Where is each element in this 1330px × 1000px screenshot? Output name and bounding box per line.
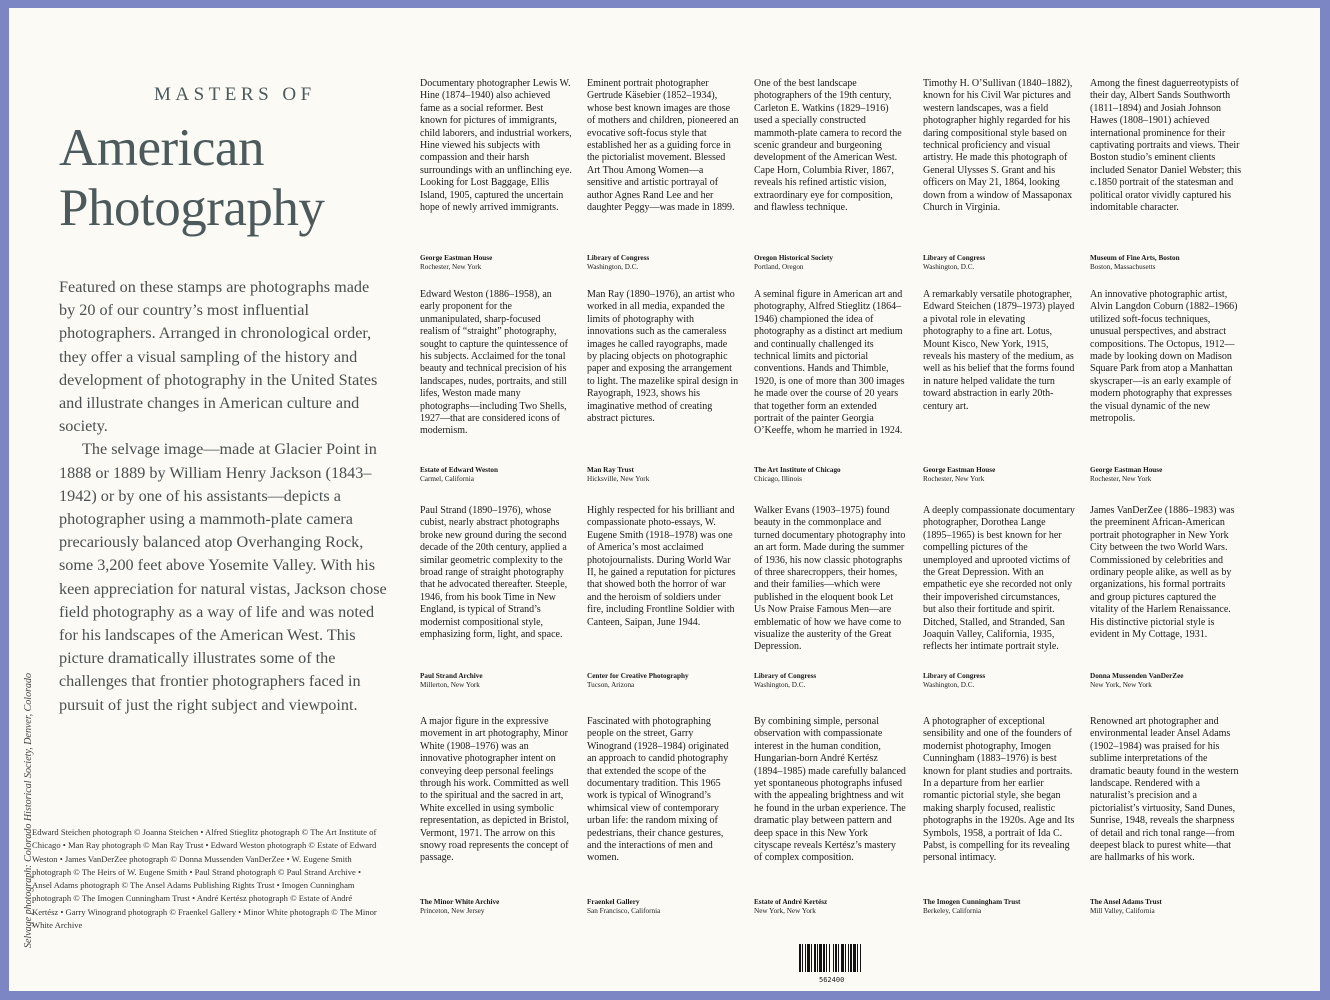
stamp-source-location: San Francisco, California (587, 907, 661, 915)
stamp-description-text: One of the best landscape photographers of the 19th century, Carleton E. Watkins (1829–1916) used a specially constructed mammoth-plate camera to record the scenic grandeur and burgeoning development of the American West. Cape Horn, Columbia River, 1867, reveals his refined artistic vision, extraordinary eye for composition, and flawless technique. (754, 78, 902, 214)
stamp-source (1090, 254, 1250, 272)
stamp-source-name: George Eastman House (923, 466, 996, 474)
stamp-source-name: Library of Congress (923, 254, 986, 262)
stamp-source (587, 898, 747, 916)
stamp-source (420, 898, 580, 916)
stamp-source-name: The Art Institute of Chicago (754, 466, 841, 474)
stamp-source-location: Boston, Massachusetts (1090, 263, 1156, 271)
photo-credits: Edward Steichen photograph © Joanna Steichen • Alfred Stieglitz photograph © The Art Institute of Chicago • Man Ray photograph © Man Ray Trust • Edward Weston photograph © Estate of Edward Weston • James VanDerZee photograph © Donna Mussenden VanDerZee • W. Eugene Smith photograph © The Heirs of W. Eugene Smith • Paul Strand photograph © Paul Strand Archive • Ansel Adams photograph © The Ansel Adams Publishing Rights Trust • Imogen Cunningham photograph © The Imogen Cunningham Trust • André Kertész photograph © Estate of André Kertész • Garry Winogrand photograph © Fraenkel Gallery • Minor White photograph © The Minor White Archive (32, 827, 377, 931)
stamp-source-name: George Eastman House (420, 254, 493, 262)
stamp-description (754, 505, 906, 689)
stamp-description-text: A photographer of exceptional sensibility and one of the founders of modernist photography, Imogen Cunningham (1883–1976) is best known for plant studies and portraits. In a departure from her earlier romantic pictorial style, she began making sharply focused, realistic photographs in the 1920s. Age and Its Symbols, 1958, a portrait of Ida C. Pabst, is compelling for its revealing personal intimacy. (923, 716, 1075, 864)
stamp-source (923, 466, 1083, 484)
stamp-source-name: Center for Creative Photography (587, 672, 689, 680)
stamp-description (754, 289, 906, 483)
stamp-source (420, 672, 580, 690)
stamp-description-text: Renowned art photographer and environmental leader Ansel Adams (1902–1984) was praised for his sublime interpretations of the dramatic beauty found in the western landscape. Rendered with a naturalist’s precision and a pictorialist’s virtuosity, Sand Dunes, Sunrise, 1948, reveals the sharpness of detail and rich tonal range—from deepest black to purest white—that are hallmarks of his work. (1090, 716, 1239, 864)
stamp-source-name: Man Ray Trust (587, 466, 634, 474)
stamp-source-name: Estate of André Kertész (754, 898, 828, 906)
stamp-description-text: Fascinated with photographing people on the street, Garry Winogrand (1928–1984) originated an approach to candid photography that extended the scope of the documentary tradition. This 1965 work is typical of Winogrand’s whimsical view of contemporary urban life: the random mixing of pedestrians, their chance gestures, and the interactions of men and women. (587, 716, 729, 864)
stamp-description-text: Timothy H. O’Sullivan (1840–1882), known for his Civil War pictures and western landscapes, was a field photographer highly regarded for his daring compositional style based on technical proficiency and visual artistry. He made this photograph of General Ulysses S. Grant and his officers on May 21, 1864, looking down from a window of Massaponax Church in Virginia. (923, 78, 1073, 214)
stamp-source (420, 466, 580, 484)
stamp-description (923, 716, 1075, 915)
stamp-description (587, 289, 739, 483)
stamp-description (587, 78, 739, 271)
stamp-source (1090, 466, 1250, 484)
barcode-number: 562400 (819, 976, 845, 984)
stamp-description-text: Edward Weston (1886–1958), an early proponent for the unmanipulated, sharp-focused realism of “straight” photography, sought to capture the quintessence of his subjects. Acclaimed for the tonal beauty and technical precision of his landscapes, nudes, portraits, and still lifes, Weston made many photographs—including Two Shells, 1927—that are considered icons of modernism. (420, 289, 569, 437)
stamp-source-location: Millerton, New York (420, 681, 480, 689)
stamp-source (587, 254, 747, 272)
stamp-description (1090, 716, 1242, 915)
intro-paragraph-2: The selvage image—made at Glacier Point in 1888 or 1889 by William Henry Jackson (1843–1942) or by one of his assistants—depicts a photographer using a mammoth-plate camera precariously balanced atop Overhanging Rock, some 3,200 feet above Yosemite Valley. With his keen appreciation for natural vistas, Jackson chose field photography as a way of life and was noted for his landscapes of the American West. This picture dramatically illustrates some of the challenges that frontier photographers faced in pursuit of just the right subject and viewpoint. (59, 440, 387, 714)
stamp-source (923, 672, 1083, 690)
stamp-source-name: Museum of Fine Arts, Boston (1090, 254, 1180, 262)
stamp-source (923, 254, 1083, 272)
stamp-source-location: Washington, D.C. (587, 263, 639, 271)
stamp-source-name: Paul Strand Archive (420, 672, 483, 680)
stamp-description-text: A seminal figure in American art and photography, Alfred Stieglitz (1864–1946) championed the idea of photography as a distinct art medium and continually challenged its technical limits and pictorial conventions. Hands and Thimble, 1920, is one of more than 300 images he made over the course of 20 years that together form an extended portrait of the painter Georgia O’Keeffe, whom he married in 1924. (754, 289, 905, 437)
stamp-source (923, 898, 1083, 916)
barcode (799, 944, 885, 972)
stamp-description (1090, 505, 1242, 689)
intro-text (59, 276, 389, 717)
stamp-description-text: A remarkably versatile photographer, Edward Steichen (1879–1973) played a pivotal role in elevating photography to a fine art. Lotus, Mount Kisco, New York, 1915, reveals his mastery of the medium, as well as his belief that the forms found in nature helped validate the turn toward abstraction in early 20th-century art. (923, 289, 1075, 412)
stamp-source-location: Berkeley, California (923, 907, 982, 915)
stamp-sheet (9, 8, 1320, 991)
stamp-description-text: Among the finest daguerreotypists of their day, Albert Sands Southworth (1811–1894) and Josiah Johnson Hawes (1808–1901) achieved international prominence for their captivating portraits and views. Their Boston studio’s eminent clients included Senator Daniel Webster; this c.1850 portrait of the statesman and political orator vividly captured his indomitable character. (1090, 78, 1242, 214)
stamp-source-name: Estate of Edward Weston (420, 466, 498, 474)
stamp-source-name: Library of Congress (754, 672, 817, 680)
selvage-photo-caption: Selvage photograph: Colorado Historical Society, Denver, Colorado (23, 673, 34, 948)
stamp-description (587, 716, 739, 915)
stamp-source-location: Chicago, Illinois (754, 475, 802, 483)
stamp-description-text: Highly respected for his brilliant and compassionate photo-essays, W. Eugene Smith (1918–1978) was one of America’s most acclaimed photojournalists. During World War II, he gained a reputation for pictures that showed both the horror of war and the heroism of soldiers under fire, including Frontline Soldier with Canteen, Saipan, June 1944. (587, 505, 736, 628)
title-line-2: Photography (59, 179, 325, 237)
stamp-description-text: Paul Strand (1890–1976), whose cubist, nearly abstract photographs broke new ground during the second decade of the 20th century, applied a similar geometric complexity to the broad range of straight photography that he advocated thereafter. Steeple, 1946, from his book Time in New England, is typical of Strand’s modernist compositional style, emphasizing form, light, and space. (420, 505, 568, 641)
stamp-source-name: The Minor White Archive (420, 898, 500, 906)
stamp-description (420, 289, 572, 483)
stamp-description-text: Walker Evans (1903–1975) found beauty in the commonplace and turned documentary photography into an art form. Made during the summer of 1936, his now classic photographs of three sharecroppers, their homes, and their families—which were published in the eloquent book Let Us Now Praise Famous Men—are emblematic of how we have come to visualize the austerity of the Great Depression. (754, 505, 906, 653)
stamp-description (754, 716, 906, 915)
stamp-source (754, 466, 914, 484)
stamp-source (754, 672, 914, 690)
stamp-source-location: Washington, D.C. (923, 681, 975, 689)
stamp-source-location: Rochester, New York (923, 475, 985, 483)
stamp-description (923, 289, 1075, 483)
stamp-source-location: Rochester, New York (1090, 475, 1152, 483)
stamp-source (587, 466, 747, 484)
stamp-description-text: Man Ray (1890–1976), an artist who worked in all media, expanded the limits of photography with innovations such as the cameraless images he called rayographs, made by placing objects on photographic paper and exposing the arrangement to light. The mazelike spiral design in Rayograph, 1923, shows his imaginative method of creating abstract pictures. (587, 289, 739, 425)
page-title (59, 118, 324, 238)
stamp-source (587, 672, 747, 690)
stamp-description-text: Eminent portrait photographer Gertrude Käsebier (1852–1934), whose best known images are those of mothers and children, pioneered an evocative soft-focus style that established her as a guiding force in the pictorialist movement. Blessed Art Thou Among Women—a sensitive and artistic portrayal of author Agnes Rand Lee and her daughter Peggy—was made in 1899. (587, 78, 739, 214)
heading-masters-of: MASTERS OF (154, 84, 316, 105)
stamp-source-location: Tucson, Arizona (587, 681, 635, 689)
stamp-description-text: A major figure in the expressive movement in art photography, Minor White (1908–1976) was an innovative photographer intent on conveying deep personal feelings through his work. Committed as well to the spiritual and the sacred in art, White excelled in using symbolic representation, as depicted in Bristol, Vermont, 1971. The arrow on this snowy road represents the concept of passage. (420, 716, 569, 864)
stamp-source (1090, 898, 1250, 916)
stamp-description (1090, 289, 1242, 483)
stamp-description-text: Documentary photographer Lewis W. Hine (1874–1940) also achieved fame as a social reformer. Best known for pictures of immigrants, child laborers, and industrial workers, Hine viewed his subjects with compassion and their harsh surroundings with an unflinching eye. Looking for Lost Baggage, Ellis Island, 1905, captured the uncertain hope of newly arrived immigrants. (420, 78, 572, 214)
intro-paragraph-1: Featured on these stamps are photographs made by 20 of our country’s most influential photographers. Arranged in chronological order, they offer a visual sampling of the history and development of photography in the United States and illustrate changes in American culture and society. (59, 278, 378, 436)
stamp-description-text: An innovative photographic artist, Alvin Langdon Coburn (1882–1966) utilized soft-focus techniques, unusual perspectives, and abstract compositions. The Octopus, 1912—made by looking down on Madison Square Park from atop a Manhattan skyscraper—is an early example of modern photography that expresses the visual dynamic of the new metropolis. (1090, 289, 1238, 425)
stamp-source (420, 254, 580, 272)
stamp-source-name: The Imogen Cunningham Trust (923, 898, 1021, 906)
stamp-description (420, 78, 572, 271)
stamp-source-name: Donna Mussenden VanDerZee (1090, 672, 1184, 680)
stamp-description (420, 505, 572, 689)
stamp-source-name: Oregon Historical Society (754, 254, 833, 262)
stamp-source-name: Fraenkel Gallery (587, 898, 640, 906)
stamp-source (1090, 672, 1250, 690)
stamp-description (587, 505, 739, 689)
stamp-source-location: Portland, Oregon (754, 263, 804, 271)
stamp-description-text: James VanDerZee (1886–1983) was the preeminent African-American portrait photographer in New York City between the two World Wars. Commissioned by celebrities and ordinary people alike, as well as by organizations, his formal portraits and group pictures captured the vitality of the Harlem Renaissance. His distinctive pictorial style is evident in My Cottage, 1931. (1090, 505, 1235, 641)
stamp-source-name: Library of Congress (923, 672, 986, 680)
stamp-description (420, 716, 572, 915)
stamp-source-name: George Eastman House (1090, 466, 1163, 474)
stamp-description (754, 78, 906, 271)
stamp-source-location: Washington, D.C. (923, 263, 975, 271)
stamp-source-location: New York, New York (754, 907, 816, 915)
stamp-description (923, 78, 1075, 271)
stamp-source (754, 898, 914, 916)
stamp-description (923, 505, 1075, 689)
stamp-source-location: Carmel, California (420, 475, 474, 483)
stamp-source-location: Mill Valley, California (1090, 907, 1155, 915)
stamp-source-name: Library of Congress (587, 254, 650, 262)
stamp-source-location: Princeton, New Jersey (420, 907, 485, 915)
stamp-description-text: A deeply compassionate documentary photographer, Dorothea Lange (1895–1965) is best known for her compelling pictures of the unemployed and uprooted victims of the Great Depression. With an empathetic eye she recorded not only their impoverished circumstances, but also their fortitude and spirit. Ditched, Stalled, and Stranded, San Joaquin Valley, California, 1935, reflects her intimate portrait style. (923, 505, 1075, 653)
stamp-source-location: Hicksville, New York (587, 475, 650, 483)
title-line-1: American (59, 119, 264, 177)
stamp-description-text: By combining simple, personal observation with compassionate interest in the human condition, Hungarian-born André Kertész (1894–1985) made carefully balanced yet spontaneous photographs infused with the appealing brightness and wit he found in the urban experience. The dramatic play between pattern and deep space in this New York cityscape reveals Kertész’s mastery of complex composition. (754, 716, 906, 864)
stamp-source-location: Washington, D.C. (754, 681, 806, 689)
stamp-source (754, 254, 914, 272)
stamp-source-location: New York, New York (1090, 681, 1152, 689)
stamp-source-name: The Ansel Adams Trust (1090, 898, 1162, 906)
stamp-source-location: Rochester, New York (420, 263, 482, 271)
stamp-description (1090, 78, 1242, 271)
